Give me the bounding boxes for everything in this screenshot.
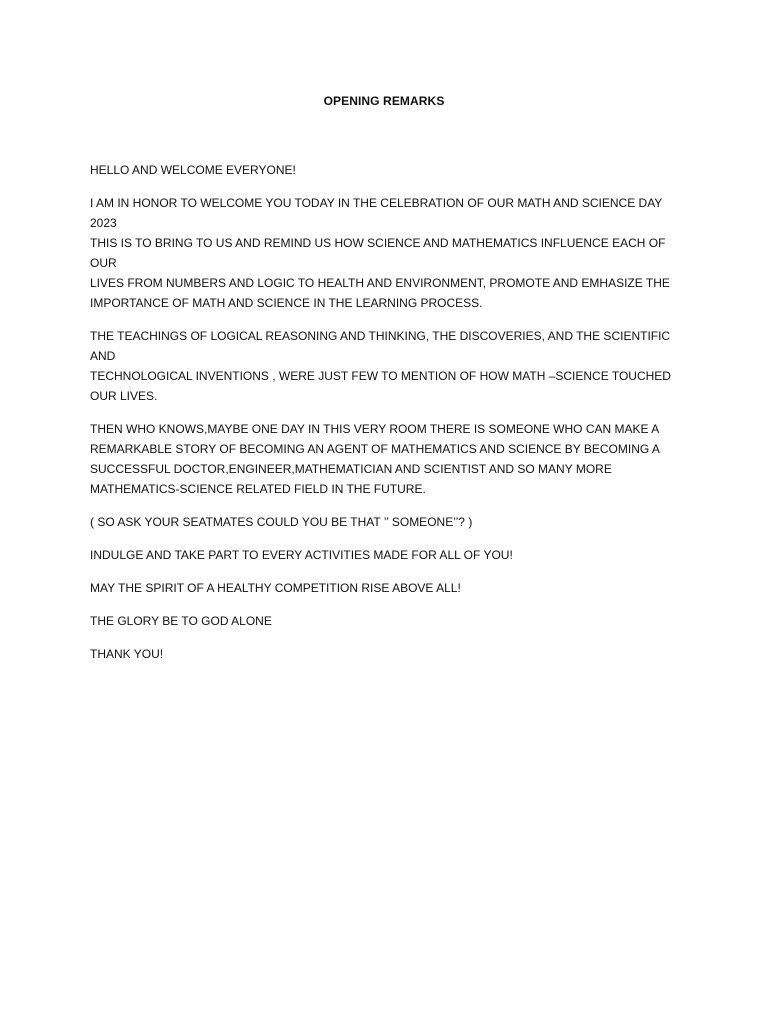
- paragraph-thanks: THANK YOU!: [90, 647, 164, 661]
- document-body: [90, 160, 690, 677]
- paragraph-seatmates: ( SO ASK YOUR SEATMATES COULD YOU BE THAT ’’ SOMEONE’’? ): [90, 515, 473, 529]
- paragraph-greeting: HELLO AND WELCOME EVERYONE!: [90, 163, 296, 177]
- paragraph-spirit: MAY THE SPIRIT OF A HEALTHY COMPETITION RISE ABOVE ALL!: [90, 581, 461, 595]
- paragraph-glory: THE GLORY BE TO GOD ALONE: [90, 614, 272, 628]
- document-title: OPENING REMARKS: [323, 94, 445, 108]
- paragraph-indulge: INDULGE AND TAKE PART TO EVERY ACTIVITIES MADE FOR ALL OF YOU!: [90, 548, 513, 562]
- paragraph-teachings: THE TEACHINGS OF LOGICAL REASONING AND THINKING, THE DISCOVERIES, AND THE SCIENTIFIC AND TECHNOLOGICAL INVENTIONS , WERE JUST FEW TO MENTION OF HOW MATH –SCIENCE TOUCHED OUR LIVES.: [90, 329, 671, 403]
- paragraph-future: THEN WHO KNOWS,MAYBE ONE DAY IN THIS VERY ROOM THERE IS SOMEONE WHO CAN MAKE A REMARKABLE STORY OF BECOMING AN AGENT OF MATHEMATICS AND SCIENCE BY BECOMING A SUCCESSFUL DOCTOR,ENGINEER,MATHEMATICIAN AND SCIENTIST AND SO MANY MORE MATHEMATICS-SCIENCE RELATED FIELD IN THE FUTURE.: [90, 422, 660, 496]
- paragraph-celebration: I AM IN HONOR TO WELCOME YOU TODAY IN THE CELEBRATION OF OUR MATH AND SCIENCE DAY 2023 THIS IS TO BRING TO US AND REMIND US HOW SCIENCE AND MATHEMATICS INFLUENCE EACH OF OUR LIVES FROM NUMBERS AND LOGIC TO HEALTH AND ENVIRONMENT, PROMOTE AND EMHASIZE THE IMPORTANCE OF MATH AND SCIENCE IN THE LEARNING PROCESS.: [90, 196, 670, 310]
